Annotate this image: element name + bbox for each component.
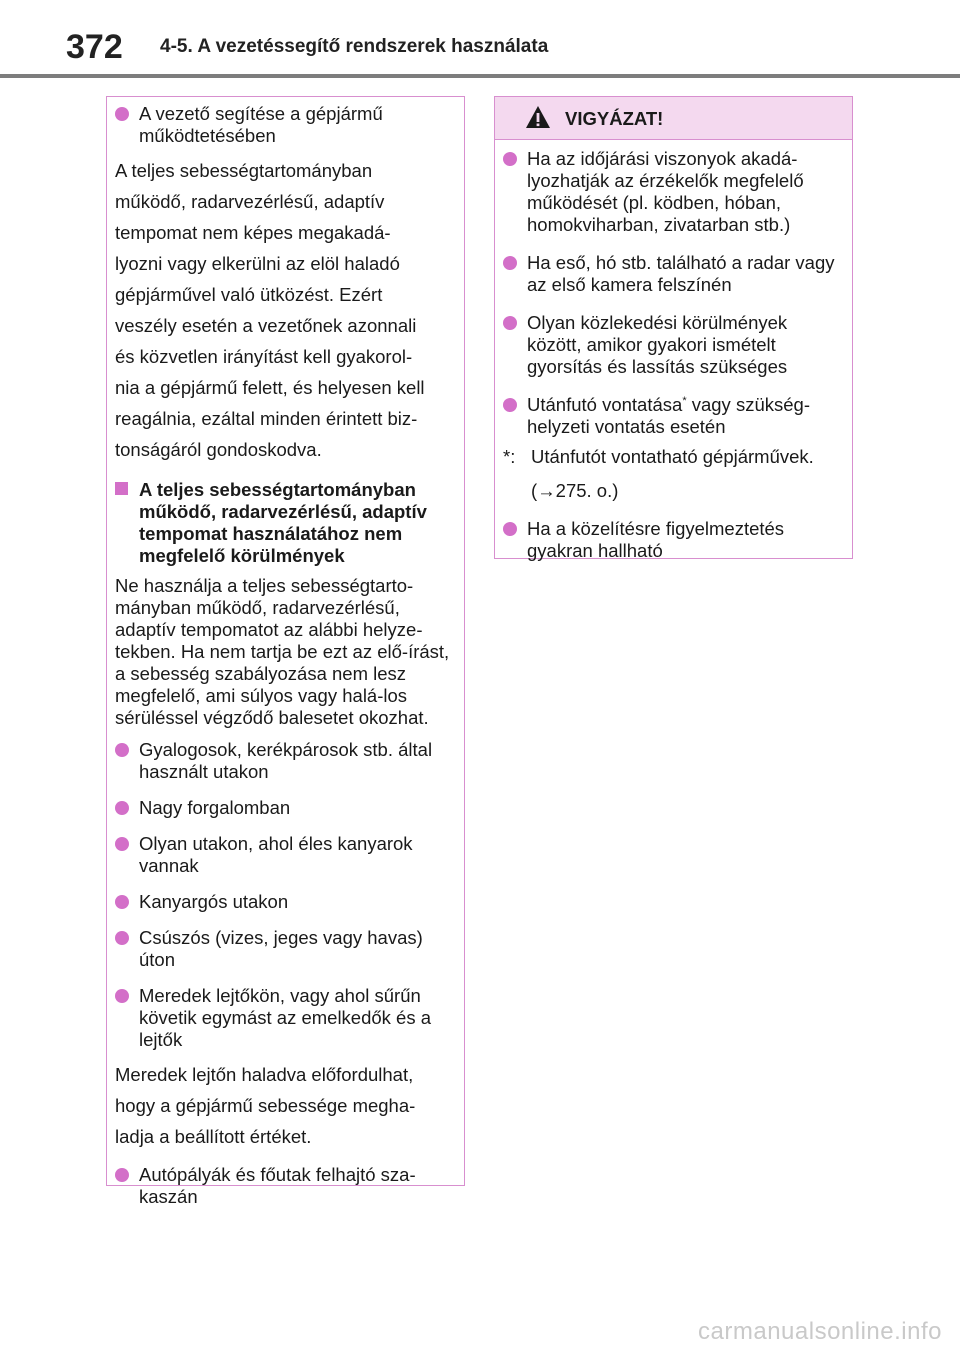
slope-note-line: Meredek lejtőn haladva előfordulhat, [115,1064,414,1085]
caution-item: Olyan közlekedési körülmények között, amikor gyakori ismételt gyorsítás és lassítás szükséges [503,312,838,378]
intro-line: nia a gépjármű felett, és helyesen kell [115,377,425,398]
intro-line: tonságáról gondoskodva. [115,439,322,460]
page-reference: (→275. o.) [531,480,619,501]
intro-bullet: A vezető segítése a gépjármű működtetésében [115,103,454,147]
intro-line: lyozni vagy elkerülni az elöl haladó [115,253,400,274]
page-number: 372 [66,28,123,66]
conditions-heading: A teljes sebességtartományban működő, radarvezérlésű, adaptív tempomat használatához nem megfelelő körülmények [115,479,454,567]
intro-line: A teljes sebességtartományban [115,160,373,181]
condition-item: Nagy forgalomban [115,797,454,819]
intro-line: gépjárművel való ütközést. Ezért [115,284,383,305]
intro-line: tempomat nem képes megakadá- [115,222,391,243]
warning-triangle-icon [525,105,551,129]
caution-body [495,140,852,562]
left-info-panel [106,96,465,1207]
slope-note-line: ladja a beállított értéket. [115,1126,312,1147]
condition-item: Autópályák és főutak felhajtó sza-kaszán [115,1164,454,1208]
intro-line: veszély esetén a vezetőnek azonnali [115,315,417,336]
caution-title: VIGYÁZAT! [565,108,664,129]
caution-item: Ha a közelítésre figyelmeztetés gyakran hallható [503,518,838,562]
footnote-mark: *: [503,446,516,467]
slope-note-line: hogy a gépjármű sebessége megha- [115,1095,416,1116]
intro-line: és közvetlen irányítást kell gyakorol- [115,346,413,367]
slope-note [115,1059,454,1152]
caution-item-towing [503,394,838,438]
footnote [503,446,838,468]
condition-item: Kanyargós utakon [115,891,454,913]
intro-line: működő, radarvezérlésű, adaptív [115,191,385,212]
condition-item: Meredek lejtőkön, vagy ahol sűrűn követik egymást az emelkedők és a lejtők [115,985,454,1051]
condition-item: Gyalogosok, kerékpárosok stb. által használt utakon [115,739,454,783]
intro-paragraph [115,155,454,465]
caution-item: Ha az időjárási viszonyok akadá-lyozhatják az érzékelők megfelelő működését (pl. ködben, hóban, homokviharban, zivatarban stb.) [503,148,838,236]
page-header [0,0,960,82]
condition-item: Csúszós (vizes, jeges vagy havas) úton [115,927,454,971]
asterisk-mark: * [682,394,687,407]
warning-paragraph: Ne használja a teljes sebességtarto-mányban működő, radarvezérlésű, adaptív tempomatot az alábbi helyze-tekben. Ha nem tartja be ezt az elő-írást, a sebesség szabályozása nem lesz megfelelő, ami súlyos vagy halá-los sérüléssel végződő balesetet okozhat. [115,575,450,728]
caution-item: Ha eső, hó stb. található a radar vagy az első kamera felszínén [503,252,838,296]
footnote-text: Utánfutót vontatható gépjárművek. [531,446,814,467]
towing-text-end: vagy szükség-helyzeti vontatás esetén [527,394,810,437]
caution-box [494,96,853,559]
caution-header [495,97,852,140]
watermark: carmanualsonline.info [698,1318,942,1345]
intro-line: reagálnia, ezáltal minden érintett biz- [115,408,418,429]
section-title: 4-5. A vezetéssegítő rendszerek használata [160,36,549,57]
towing-text: Utánfutó vontatása [527,394,683,415]
header-divider [0,74,960,78]
condition-item: Olyan utakon, ahol éles kanyarok vannak [115,833,454,877]
